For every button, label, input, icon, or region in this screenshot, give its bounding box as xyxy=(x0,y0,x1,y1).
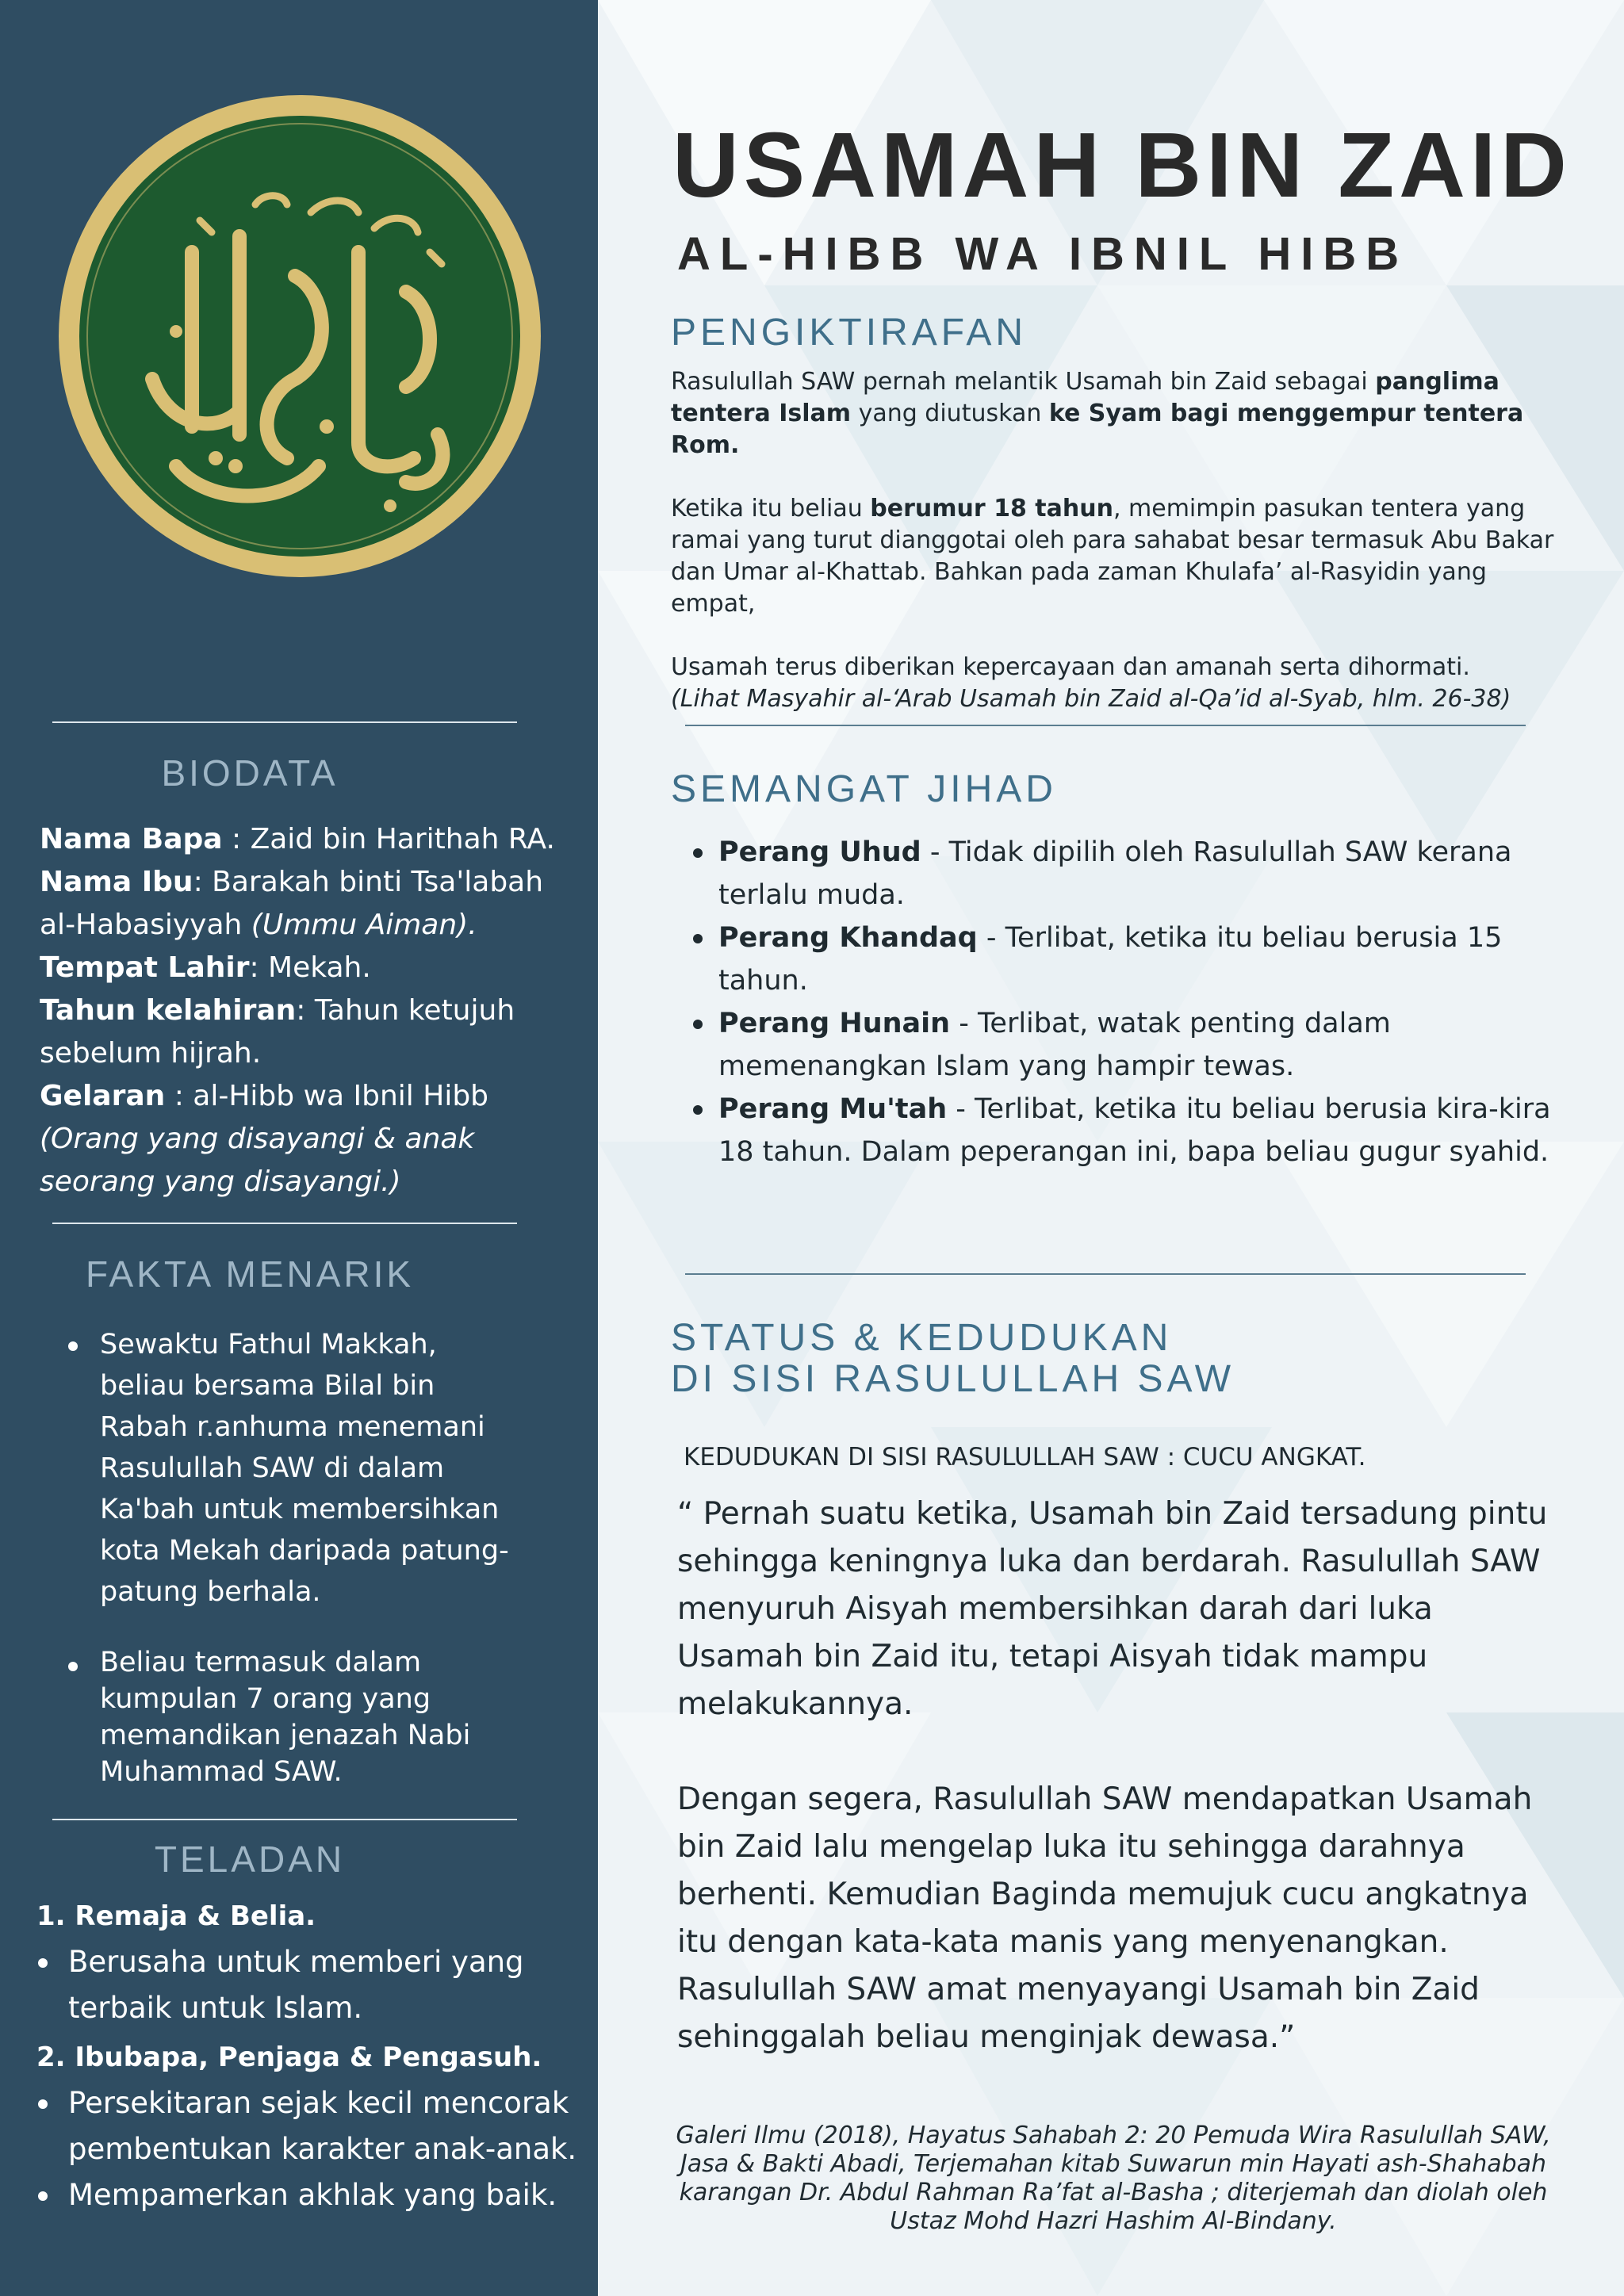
paragraph xyxy=(671,652,1575,715)
title-note: (Orang yang disayangi & anak seorang yang disayangi.) xyxy=(40,1123,475,1198)
list-item xyxy=(693,831,1565,916)
list-item: Beliau termasuk dalam kumpulan 7 orang yang memandikan jenazah Nabi Muhammad SAW. xyxy=(40,1644,515,1790)
birthyear-row xyxy=(40,989,579,1075)
teladan-item-2-title: 2. Ibubapa, Penjaga & Pengasuh. xyxy=(36,2042,542,2073)
battle-desc: - Tidak dipilih oleh Rasulullah SAW kerana terlalu muda. xyxy=(718,836,1512,911)
text: yang diutuskan xyxy=(851,400,1049,427)
teladan-heading: TELADAN xyxy=(154,1839,346,1880)
pengiktirafan-heading: PENGIKTIRAFAN xyxy=(671,312,1028,354)
mother-label: Nama Ibu xyxy=(40,866,193,898)
divider xyxy=(685,725,1526,726)
arabic-calligraphy-seal-icon xyxy=(57,94,542,579)
list-item xyxy=(693,1002,1565,1088)
title-label: Gelaran xyxy=(40,1080,166,1112)
biodata-block xyxy=(40,818,579,1203)
father-row xyxy=(40,818,579,861)
list-item xyxy=(693,916,1565,1002)
quote-paragraph: Dengan segera, Rasulullah SAW mendapatkan Usamah bin Zaid lalu mengelap luka itu sehingga darahnya berhenti. Kemudian Baginda memujuk cucu angkatnya itu dengan kata-kata manis yang menyenangkan. Rasulullah SAW amat menyayangi Usamah bin Zaid sehinggalah beliau menginjak dewasa.” xyxy=(677,1781,1533,2055)
divider xyxy=(685,1273,1526,1275)
teladan-block xyxy=(36,1893,584,2218)
teladan-item-1-title: 1. Remaja & Belia. xyxy=(36,1900,316,1932)
birthplace-value: : Mekah. xyxy=(249,951,371,984)
text: Rasulullah SAW pernah melantik Usamah bin Zaid sebagai xyxy=(671,368,1376,396)
sidebar xyxy=(0,0,598,2296)
title-value: : al-Hibb wa Ibnil Hibb xyxy=(165,1080,489,1112)
kedudukan-line: KEDUDUKAN DI SISI RASULULLAH SAW : CUCU ANGKAT. xyxy=(684,1443,1366,1471)
battle-desc: - Terlibat, ketika itu beliau berusia kira-kira 18 tahun. Dalam peperangan ini, bapa beliau gugur syahid. xyxy=(718,1093,1551,1168)
divider xyxy=(52,1819,517,1820)
birthyear-value: : Tahun ketujuh sebelum hijrah. xyxy=(40,994,515,1070)
quote-block xyxy=(677,1490,1557,2109)
citation: Galeri Ilmu (2018), Hayatus Sahabah 2: 20 Pemuda Wira Rasulullah SAW, Jasa & Bakti Abadi, Terjemahan kitab Suwarun min Hayati ash-Shahabah karangan Dr. Abdul Rahman Ra’fat al-Basha ; diterjemah dan diolah oleh Ustaz Mohd Hazri Hashim Al-Bindany. xyxy=(676,2122,1551,2235)
birthplace-row xyxy=(40,947,579,989)
father-label: Nama Bapa xyxy=(40,823,223,855)
main-content xyxy=(598,0,1624,2296)
status-heading-line-2: DI SISI RASULULLAH SAW xyxy=(671,1358,1235,1400)
text-bold: ke Syam bagi menggempur tentera Rom. xyxy=(671,400,1524,459)
father-value: : Zaid bin Harithah RA. xyxy=(222,823,555,855)
battle-name: Perang Khandaq xyxy=(718,922,978,954)
list-item xyxy=(693,1088,1565,1173)
list-item: Berusaha untuk memberi yang terbaik untuk Islam. xyxy=(36,1939,584,2031)
status-heading xyxy=(671,1318,1235,1400)
battle-desc: - Terlibat, ketika itu beliau berusia 15 tahun. xyxy=(718,922,1503,997)
text: Ketika itu beliau xyxy=(671,495,871,522)
list-item: Persekitaran sejak kecil mencorak pembentukan karakter anak-anak. xyxy=(36,2080,584,2172)
divider xyxy=(52,721,517,723)
facts-list xyxy=(40,1324,515,1790)
text: , memimpin pasukan tentera yang ramai yang turut dianggotai oleh para sahabat besar termasuk Abu Bakar dan Umar al-Khattab. Bahkan pada zaman Khulafa’ al-Rasyidin yang empat, xyxy=(671,495,1554,618)
paragraph xyxy=(671,493,1575,620)
biodata-heading: BIODATA xyxy=(161,752,339,794)
reference: (Lihat Masyahir al-‘Arab Usamah bin Zaid al-Qa’id al-Syab, hlm. 26-38) xyxy=(671,685,1511,713)
jihad-list xyxy=(693,831,1565,1173)
facts-heading: FAKTA MENARIK xyxy=(85,1253,415,1295)
battle-name: Perang Uhud xyxy=(718,836,921,868)
battle-desc: - Terlibat, watak penting dalam memenangkan Islam yang hampir tewas. xyxy=(718,1008,1391,1082)
status-heading-line-1: STATUS & KEDUDUKAN xyxy=(671,1317,1173,1359)
mother-value: : Barakah binti Tsa'labah al-Habasiyyah xyxy=(40,866,544,941)
mother-row xyxy=(40,861,579,947)
text-bold: berumur 18 tahun xyxy=(870,495,1113,522)
text: Usamah terus diberikan kepercayaan dan amanah serta dihormati. xyxy=(671,653,1470,681)
battle-name: Perang Hunain xyxy=(718,1008,951,1039)
jihad-heading: SEMANGAT JIHAD xyxy=(671,768,1057,810)
battle-name: Perang Mu'tah xyxy=(718,1093,948,1125)
text-bold: panglima tentera Islam xyxy=(671,368,1500,427)
pengiktirafan-body xyxy=(671,366,1575,747)
divider xyxy=(52,1223,517,1224)
page-title: USAMAH BIN ZAID xyxy=(672,113,1572,216)
page-subtitle: AL-HIBB WA IBNIL HIBB xyxy=(677,228,1409,280)
list-item: Mempamerkan akhlak yang baik. xyxy=(36,2172,584,2218)
mother-note: (Ummu Aiman). xyxy=(251,909,477,941)
list-item: Sewaktu Fathul Makkah, beliau bersama Bilal bin Rabah r.anhuma menemani Rasulullah SAW di dalam Ka'bah untuk membersihkan kota Mekah daripada patung-patung berhala. xyxy=(40,1324,515,1613)
quote-paragraph: “ Pernah suatu ketika, Usamah bin Zaid tersadung pintu sehingga keningnya luka dan berdarah. Rasulullah SAW menyuruh Aisyah membersihkan darah dari luka Usamah bin Zaid itu, tetapi Aisyah tidak mampu melakukannya. xyxy=(677,1496,1548,1722)
birthyear-label: Tahun kelahiran xyxy=(40,994,297,1027)
paragraph xyxy=(671,366,1575,461)
title-row xyxy=(40,1075,579,1203)
birthplace-label: Tempat Lahir xyxy=(40,951,250,984)
